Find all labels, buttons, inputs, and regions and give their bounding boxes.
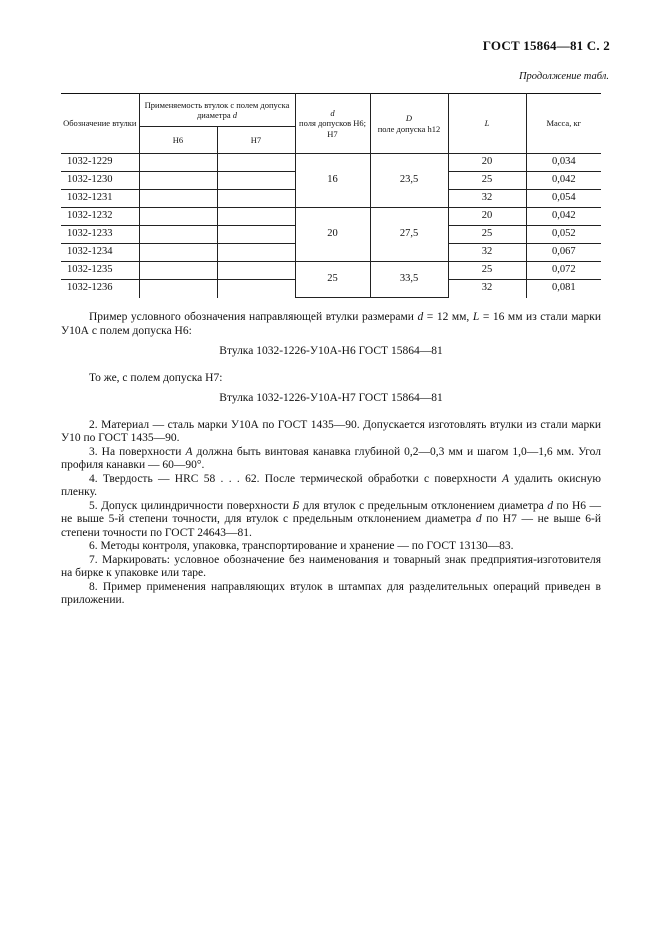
h6-cell [139, 262, 217, 280]
paragraph-8: 8. Пример применения направляющих втулок в штампах для разделительных операций приведен в приложении. [61, 580, 601, 606]
h7-cell [217, 280, 295, 298]
paragraph-5: 5. Допуск цилиндричности поверхности Б для втулок с предельным отклонением диаметра d по Н6 — не выше 5-й степени точности, для втулок с предельным отклонением диаметра d по Н7 — не выше 6-й степени точности по ГОСТ 24643—81. [61, 499, 602, 539]
col-header-d: d поля допусков Н6; Н7 [295, 94, 370, 154]
D-value: 23,5 [370, 154, 448, 208]
table-row-designation: 1032-1235 [61, 262, 139, 280]
h6-cell [139, 190, 217, 208]
table-row-designation: 1032-1233 [61, 226, 139, 244]
h7-cell [217, 262, 295, 280]
d-value: 20 [295, 208, 370, 262]
L-value: 25 [448, 262, 526, 280]
L-value: 32 [448, 280, 526, 298]
h7-cell [217, 226, 295, 244]
mass-value: 0,072 [526, 262, 601, 280]
h6-cell [139, 154, 217, 172]
L-value: 32 [448, 190, 526, 208]
mass-value: 0,054 [526, 190, 601, 208]
designation-example-h6: Втулка 1032-1226-У10А-Н6 ГОСТ 15864—81 [219, 345, 443, 357]
col-header-applicability: Применяемость втулок с полем допуска диаметра d [139, 94, 295, 127]
paragraph-2: 2. Материал — сталь марки У10А по ГОСТ 1435—90. Допускается изготовлять втулки из стали марки У10 по ГОСТ 1435—90. [61, 418, 601, 444]
L-value: 20 [448, 154, 526, 172]
document-body [61, 311, 601, 608]
bushing-table [61, 93, 601, 298]
d-value: 16 [295, 154, 370, 208]
col-header-L: L [448, 94, 526, 154]
h6-cell [139, 244, 217, 262]
col-header-h6: Н6 [139, 127, 217, 154]
L-value: 32 [448, 244, 526, 262]
table-row-designation: 1032-1232 [61, 208, 139, 226]
table-row-designation: 1032-1236 [61, 280, 139, 298]
mass-value: 0,052 [526, 226, 601, 244]
mass-value: 0,081 [526, 280, 601, 298]
col-header-designation: Обозначение втулки [61, 94, 139, 154]
table-row-designation: 1032-1231 [61, 190, 139, 208]
paragraph-7: 7. Маркировать: условное обозначение без наименования и товарный знак предприятия-изготовителя на бирке к упаковке или таре. [61, 553, 601, 579]
h7-cell [217, 190, 295, 208]
same-h7-paragraph: То же, с полем допуска Н7: [89, 371, 223, 384]
d-value: 25 [295, 262, 370, 298]
mass-value: 0,042 [526, 172, 601, 190]
designation-example-h7: Втулка 1032-1226-У10А-Н7 ГОСТ 15864—81 [219, 392, 443, 404]
h6-cell [139, 226, 217, 244]
h7-cell [217, 244, 295, 262]
table-row-designation: 1032-1230 [61, 172, 139, 190]
table-row-designation: 1032-1234 [61, 244, 139, 262]
col-header-D: D поле допуска h12 [370, 94, 448, 154]
h6-cell [139, 172, 217, 190]
example-paragraph: Пример условного обозначения направляющей втулки размерами d = 12 мм, L = 16 мм из стали марки У10А с полем допуска Н6: [61, 311, 602, 337]
mass-value: 0,042 [526, 208, 601, 226]
h7-cell [217, 154, 295, 172]
col-header-mass: Масса, кг [526, 94, 601, 154]
paragraph-4: 4. Твердость — HRC 58 . . . 62. После термической обработки с поверхности А удалить окисную пленку. [61, 472, 601, 498]
L-value: 20 [448, 208, 526, 226]
L-value: 25 [448, 226, 526, 244]
h6-cell [139, 208, 217, 226]
mass-value: 0,034 [526, 154, 601, 172]
D-value: 33,5 [370, 262, 448, 298]
table-row-designation: 1032-1229 [61, 154, 139, 172]
document-code: ГОСТ 15864—81 С. 2 [482, 38, 610, 53]
paragraph-6: 6. Методы контроля, упаковка, транспортирование и хранение — по ГОСТ 13130—83. [89, 540, 514, 552]
h6-cell [139, 280, 217, 298]
col-header-h7: Н7 [217, 127, 295, 154]
L-value: 25 [448, 172, 526, 190]
table-continuation-note: Продолжение табл. [518, 71, 609, 82]
h7-cell [217, 208, 295, 226]
h7-cell [217, 172, 295, 190]
mass-value: 0,067 [526, 244, 601, 262]
paragraph-3: 3. На поверхности А должна быть винтовая канавка глубиной 0,2—0,3 мм и шагом 1,0—1,6 мм. Угол профиля канавки — 60—90°. [61, 445, 601, 471]
D-value: 27,5 [370, 208, 448, 262]
